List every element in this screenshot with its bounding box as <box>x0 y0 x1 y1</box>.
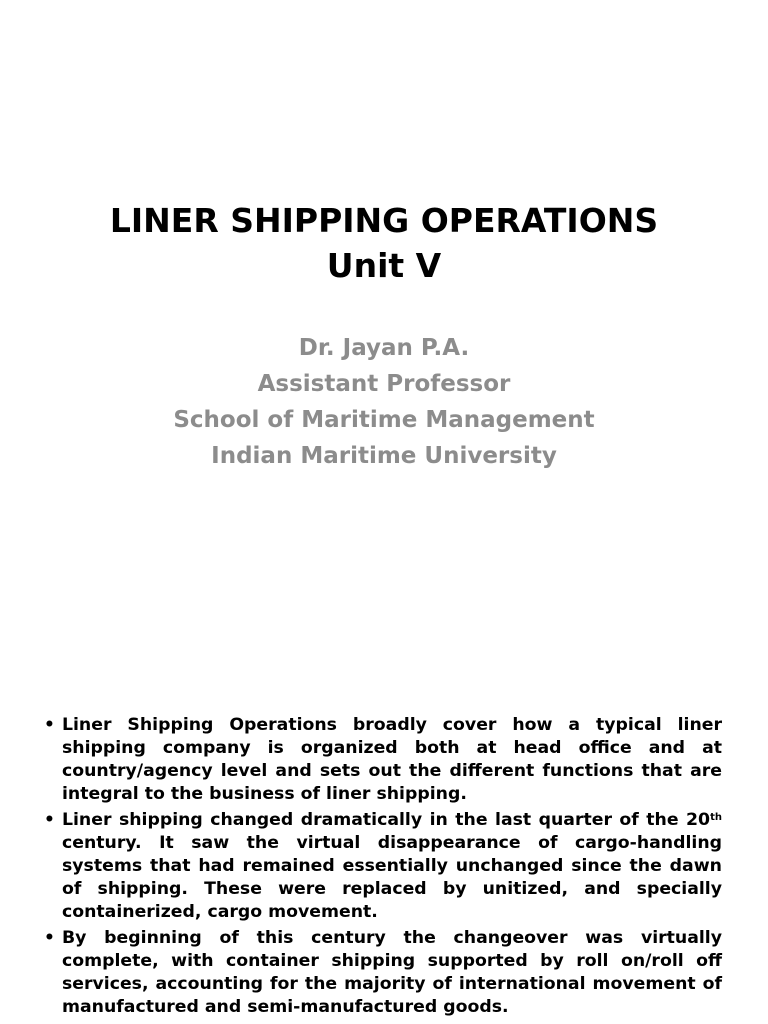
author-university: Indian Maritime University <box>211 443 557 469</box>
bullet-item <box>44 809 722 924</box>
bullet-text-end: century. It saw the virtual disappearance of cargo-handling systems that had remained essentially unchanged since the dawn of shipping. These were replaced by unitized, and specially containerized, cargo movement. <box>62 833 722 922</box>
bullet-item <box>44 714 722 806</box>
superscript-ordinal: th <box>710 812 722 823</box>
bullet-text: Liner Shipping Operations broadly cover how a typical liner shipping company is organized both at head office and at country/agency level and sets out the different functions that are integral to the business of liner shipping. <box>62 715 722 804</box>
title-line-2: Unit V <box>326 246 442 285</box>
bullet-item <box>44 927 722 1019</box>
bullet-list <box>44 714 722 1022</box>
bullet-icon: • <box>44 715 55 735</box>
author-position: Assistant Professor <box>257 371 511 397</box>
author-school: School of Maritime Management <box>173 407 595 433</box>
bullet-icon: • <box>44 928 55 948</box>
title-line-1: LINER SHIPPING OPERATIONS <box>109 201 659 240</box>
bullet-icon: • <box>44 810 55 830</box>
author-block <box>0 330 768 474</box>
bullet-text: By beginning of this century the changeover was virtually complete, with container shipping supported by roll on/roll off services, accounting for the majority of international movement of manufactured and semi-manufactured goods. <box>62 928 722 1017</box>
bullet-text-start: Liner shipping changed dramatically in the last quarter of the 20 <box>62 810 711 830</box>
author-name: Dr. Jayan P.A. <box>298 335 470 361</box>
slide-title <box>0 198 768 288</box>
